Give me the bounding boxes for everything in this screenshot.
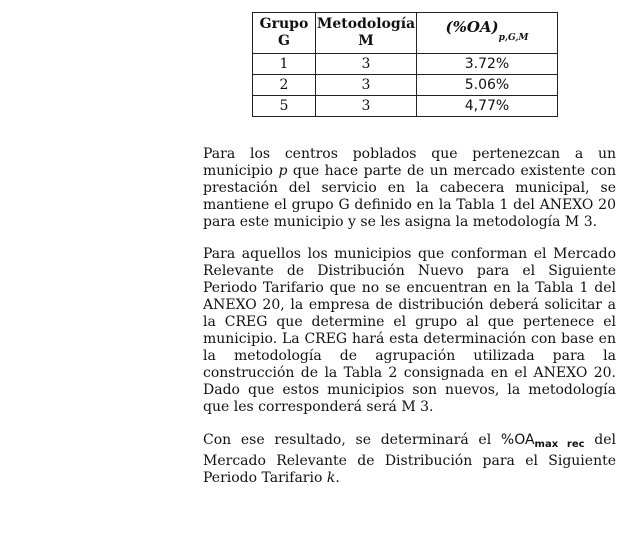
p3-symbol-oa: %OA — [500, 432, 535, 448]
p1-text-after: que hace parte de un mercado existente con prestación del servicio en la cabecera municipal, se mantiene el grupo G definido en la Tabla 1 del ANEXO 20 para este municipio y se les asigna la metodología M 3. — [203, 163, 616, 230]
oa-table — [252, 12, 558, 117]
cell-grupo: 1 — [253, 54, 316, 75]
table-header-row — [253, 13, 558, 54]
header-metodologia-line2: M — [358, 33, 374, 49]
header-metodologia — [316, 13, 417, 54]
paragraph-municipios-nuevos: Para aquellos los municipios que conforman el Mercado Relevante de Distribución Nuevo para el Siguiente Periodo Tarifario que no se encuentran en la Tabla 1 del ANEXO 20, la empresa de distribución deberá solicitar a la CREG que determine el grupo al que pertenece el municipio. La CREG hará esta determinación con base en la metodología de agrupación utilizada para la construcción de la Tabla 2 consignada en el ANEXO 20. Dado que estos municipios son nuevos, la metodología que les corresponderá será M 3. — [203, 246, 616, 415]
header-grupo — [253, 13, 316, 54]
cell-metodologia: 3 — [316, 75, 417, 96]
cell-grupo: 2 — [253, 75, 316, 96]
header-grupo-line2: G — [278, 33, 290, 49]
header-oa-subscript: p,G,M — [498, 33, 529, 43]
p3-text-middle: del Mercado Relevante de Distribución para el Siguiente Periodo Tarifario — [203, 432, 616, 486]
p3-text-before: Con ese resultado, se determinará el — [203, 432, 501, 448]
cell-oa: 5.06% — [417, 75, 558, 96]
header-grupo-line1: Grupo — [259, 16, 309, 32]
header-oa-label: (%OA) — [445, 18, 499, 36]
p1-variable-p: p — [278, 163, 288, 179]
p3-variable-k: k — [326, 470, 336, 486]
cell-metodologia: 3 — [316, 96, 417, 117]
paragraph-centros-poblados — [203, 146, 616, 231]
paragraph-resultado — [203, 432, 616, 487]
cell-grupo: 5 — [253, 96, 316, 117]
cell-oa: 3.72% — [417, 54, 558, 75]
p3-text-end: . — [335, 470, 340, 486]
table-row — [253, 75, 558, 96]
p3-symbol-subscript: max rec — [534, 439, 585, 450]
cell-metodologia: 3 — [316, 54, 417, 75]
p1-text-before: Para los centros poblados que pertenezcan a un municipio — [203, 146, 616, 179]
header-oa — [417, 13, 558, 54]
cell-oa: 4,77% — [417, 96, 558, 117]
table-row — [253, 96, 558, 117]
table-row — [253, 54, 558, 75]
header-metodologia-line1: Metodología — [316, 16, 416, 32]
